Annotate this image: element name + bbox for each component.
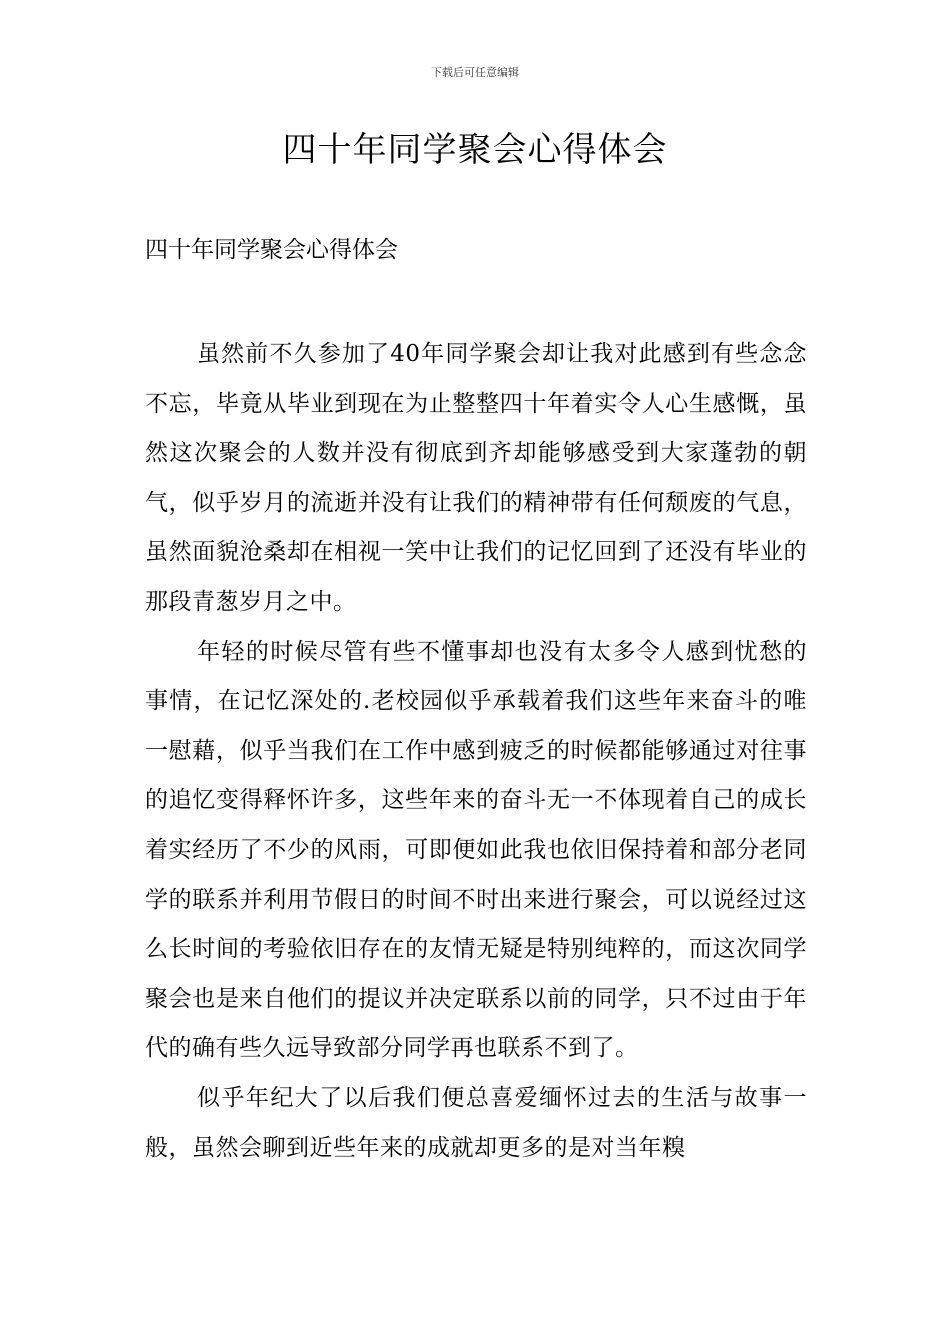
- header-note: 下载后可任意编辑: [431, 66, 519, 79]
- paragraph-3: 似乎年纪大了以后我们便总喜爱缅怀过去的生活与故事一般，虽然会聊到近些年来的成就却更多的是对当年糗: [145, 1084, 807, 1161]
- paragraph-2: 年轻的时候尽管有些不懂事却也没有太多令人感到忧愁的事情，在记忆深处的.老校园似乎承载着我们这些年来奋斗的唯一慰藉，似乎当我们在工作中感到疲乏的时候都能够通过对往事的追忆变得释怀许多，这些年来的奋斗无一不体现着自己的成长着实经历了不少的风雨，可即便如此我也依旧保持着和部分老同学的联系并利用节假日的时间不时出来进行聚会，可以说经过这么长时间的考验依旧存在的友情无疑是特别纯粹的，而这次同学聚会也是来自他们的提议并决定联系以前的同学，只不过由于年代的确有些久远导致部分同学再也联系不到了。: [145, 638, 807, 1062]
- document-title: 四十年同学聚会心得体会: [282, 130, 668, 170]
- document-body: [145, 330, 807, 1173]
- document-subtitle: 四十年同学聚会心得体会: [145, 237, 398, 263]
- paragraph-1: 虽然前不久参加了40年同学聚会却让我对此感到有些念念不忘，毕竟从毕业到现在为止整整四十年着实令人心生感慨，虽然这次聚会的人数并没有彻底到齐却能够感受到大家蓬勃的朝气，似乎岁月的流逝并没有让我们的精神带有任何颓废的气息，虽然面貌沧桑却在相视一笑中让我们的记忆回到了还没有毕业的那段青葱岁月之中。: [145, 341, 807, 615]
